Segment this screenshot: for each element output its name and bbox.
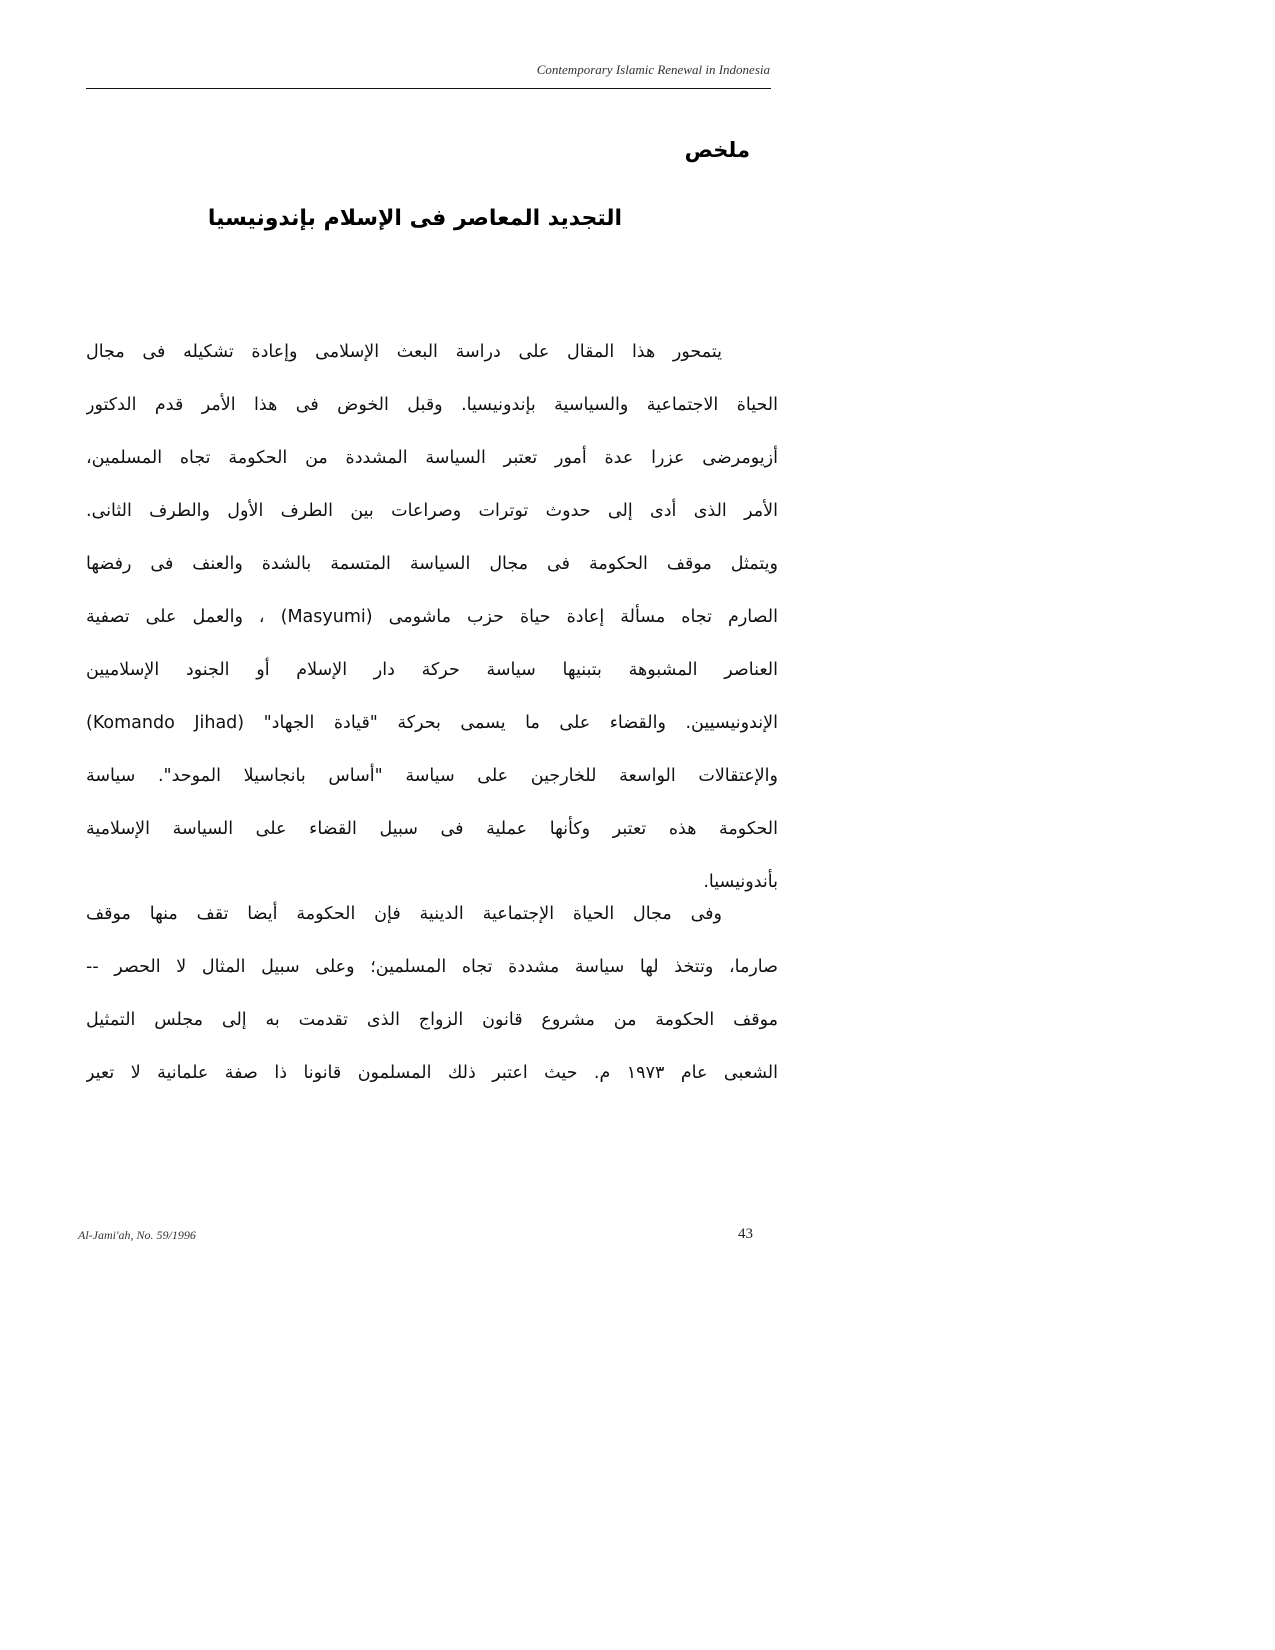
abstract-paragraph-2 (86, 888, 778, 1100)
text-line: بأندونيسيا. (703, 872, 778, 892)
abstract-paragraph-1 (86, 326, 778, 909)
text-line: الحكومة هذه تعتبر وكأنها عملية فى سبيل القضاء على السياسة الإسلامية (86, 819, 778, 839)
text-line: الحياة الاجتماعية والسياسية بإندونيسيا. وقبل الخوض فى هذا الأمر قدم الدكتور (86, 395, 778, 415)
text-line: صارما، وتتخذ لها سياسة مشددة تجاه المسلمين؛ وعلى سبيل المثال لا الحصر -- (86, 957, 778, 977)
text-line: أزيومرضى عزرا عدة أمور تعتبر السياسة المشددة من الحكومة تجاه المسلمين، (86, 448, 778, 468)
text-line: الأمر الذى أدى إلى حدوث توترات وصراعات بين الطرف الأول والطرف الثانى. (86, 501, 778, 521)
text-line: يتمحور هذا المقال على دراسة البعث الإسلامى وإعادة تشكيله فى مجال (86, 342, 722, 362)
text-line: العناصر المشبوهة بتبنيها سياسة حركة دار الإسلام أو الجنود الإسلاميين (86, 660, 778, 680)
text-line: الإندونيسيين. والقضاء على ما يسمى بحركة "قيادة الجهاد" (Komando Jihad) (86, 713, 778, 733)
header-rule (86, 88, 771, 89)
text-line: موقف الحكومة من مشروع قانون الزواج الذى تقدمت به إلى مجلس التمثيل (86, 1010, 778, 1030)
text-line: الشعبى عام ١٩٧٣ م. حيث اعتبر ذلك المسلمون قانونا ذا صفة علمانية لا تعير (86, 1063, 778, 1083)
footer-journal: Al-Jami'ah, No. 59/1996 (78, 1228, 196, 1242)
running-header: Contemporary Islamic Renewal in Indonesia (536, 62, 770, 77)
section-label: ملخص (684, 138, 750, 162)
text-line: والإعتقالات الواسعة للخارجين على سياسة "أساس بانجاسيلا الموحد". سياسة (86, 766, 778, 786)
text-line: وفى مجال الحياة الإجتماعية الدينية فإن الحكومة أيضا تقف منها موقف (86, 904, 722, 924)
text-line: ويتمثل موقف الحكومة فى مجال السياسة المتسمة بالشدة والعنف فى رفضها (86, 554, 778, 574)
article-title: التجديد المعاصر فى الإسلام بإندونيسيا (207, 206, 623, 231)
page-number: 43 (738, 1226, 753, 1242)
text-line: الصارم تجاه مسألة إعادة حياة حزب ماشومى (Masyumi) ، والعمل على تصفية (86, 607, 778, 627)
